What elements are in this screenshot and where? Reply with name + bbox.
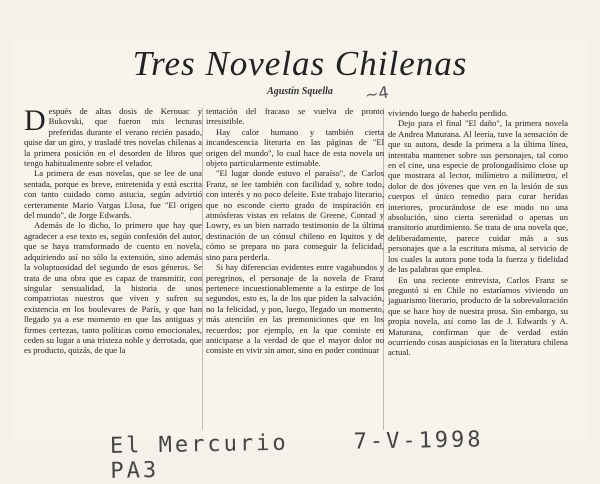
article-author: Agustín Squella [267,86,333,97]
paragraph: "El lugar donde estuvo el paraíso", de Carlos Franz, se lee también con facilidad y, sobre todo, con interés y no poco deleite. Este trabajo literario, que no esconde cierto grado de inspiración en atmósferas vistas en relatos de Greene, Conrad y Lowry, es un bien narrado testimonio de la última destinación de un cónsul chileno en Iquitos y de cómo se prepara no para conseguir la felicidad, sino para perderla. [206,168,384,262]
column-divider [202,108,203,430]
paragraph: Además de lo dicho, lo primero que hay que agradecer a ese texto es, según confesión del autor, que se haya transformado de cuento en novela, adquiriendo así no sólo la extensión, sino además la voluptuosidad del segundo de esos géneros. Se trata de una obra que es capaz de transmitir, con singular sensualidad, la historia de unos compatriotas nuestros que viven y sufren su existencia en los boulevares de París, y que han llegado ya a ese momento en que las antiguas y firmes certezas, tanto políticas como emocionales, ceden su lugar a una tristeza noble y derrotada, que es producto, quizás, de que la [24,220,202,356]
handwritten-date: 7-V-1998 [353,427,484,455]
paragraph: viviendo luego de haberlo perdido. [388,108,509,118]
paragraph: En una reciente entrevista, Carlos Franz se preguntó si en Chile no estaríamos viviendo un jaguarismo literario, producto de la sobrevaloración que se hace hoy de nuestra prosa. Sin embargo, su propia novela, así como las de J. Edwards y A. Maturana, confirman que de verdad están ocurriendo cosas auspiciosas en la literatura chilena actual. [388,274,568,358]
article-title: Tres Novelas Chilenas [132,44,468,83]
article-column-3 [388,108,568,358]
paragraph [24,106,202,168]
handwritten-source: El Mercurio [109,430,289,459]
margin-pencil-mark: ~4 [363,82,390,105]
paragraph: La primera de esas novelas, que se lee de una sentada, porque es breve, entretenida y está escrita con tanto cuidado como astucia, según advirtió certeramente Mario Vargas Llosa, fue "El origen del mundo", de Jorge Edwards. [24,168,202,221]
handwritten-page: PA3 [110,457,160,484]
paragraph-text: espués de altas dosis de Kerouac y Bukovski, que fueron mis lecturas preferidas durante el verano recién pasado, quise dar un giro, y trasladé tres novelas chilenas a la primera posición en el desorden de libros que tengo habitualmente sobre el velador. [24,106,202,169]
paragraph: tentación del fracaso se vuelva de pronto irresistible. [206,106,384,127]
drop-cap: D [24,104,46,137]
handwritten-source-note [109,426,551,484]
paragraph: Dejo para el final "El daño", la primera novela de Andrea Maturana. Al leería, tuve la sensación de que su autora, desde la primera a la última línea, intentaba mantener sobre sus personajes, tal como en el cine, una especie de prolongadísimo close up que mostrara al lector, milímetro a milímetro, el dolor de dos jóvenes que ven en la lesión de sus cuerpos el único remedio para curar heridas interiores, procurándose de ese modo no una absolución, sino cierta serenidad o apenas un transitorio aturdimiento. Se trata de una novela que, deliberadamente, parece cuidar más a sus personajes que a la escritura misma, al servicio de los cuales la autora pone toda la fuerza y fidelidad de las palabras que emplea. [388,118,568,275]
article-column-1 [24,106,202,356]
paragraph: Hay calor humano y también cierta incandescencia literaria en las páginas de "El origen del mundo", lo cual hace de esta novela un objeto particularmente estimable. [206,126,384,169]
paragraph: Si hay diferencias evidentes entre vagabundos y peregrinos, el personaje de la novela de Franz pertenece incuestionablemente a la estirpe de los segundos, esto es, la de los que piden la salvación, no la felicidad, y pon, luego, llegado un momento, más atención en las premoniciones que en los recuerdos; por ejemplo, en la que consiste en anticiparse a la verdad de que el mayor dolor no consiste en vivir sin amor, sino en poder continuar [206,262,384,356]
article-column-2 [206,106,384,356]
